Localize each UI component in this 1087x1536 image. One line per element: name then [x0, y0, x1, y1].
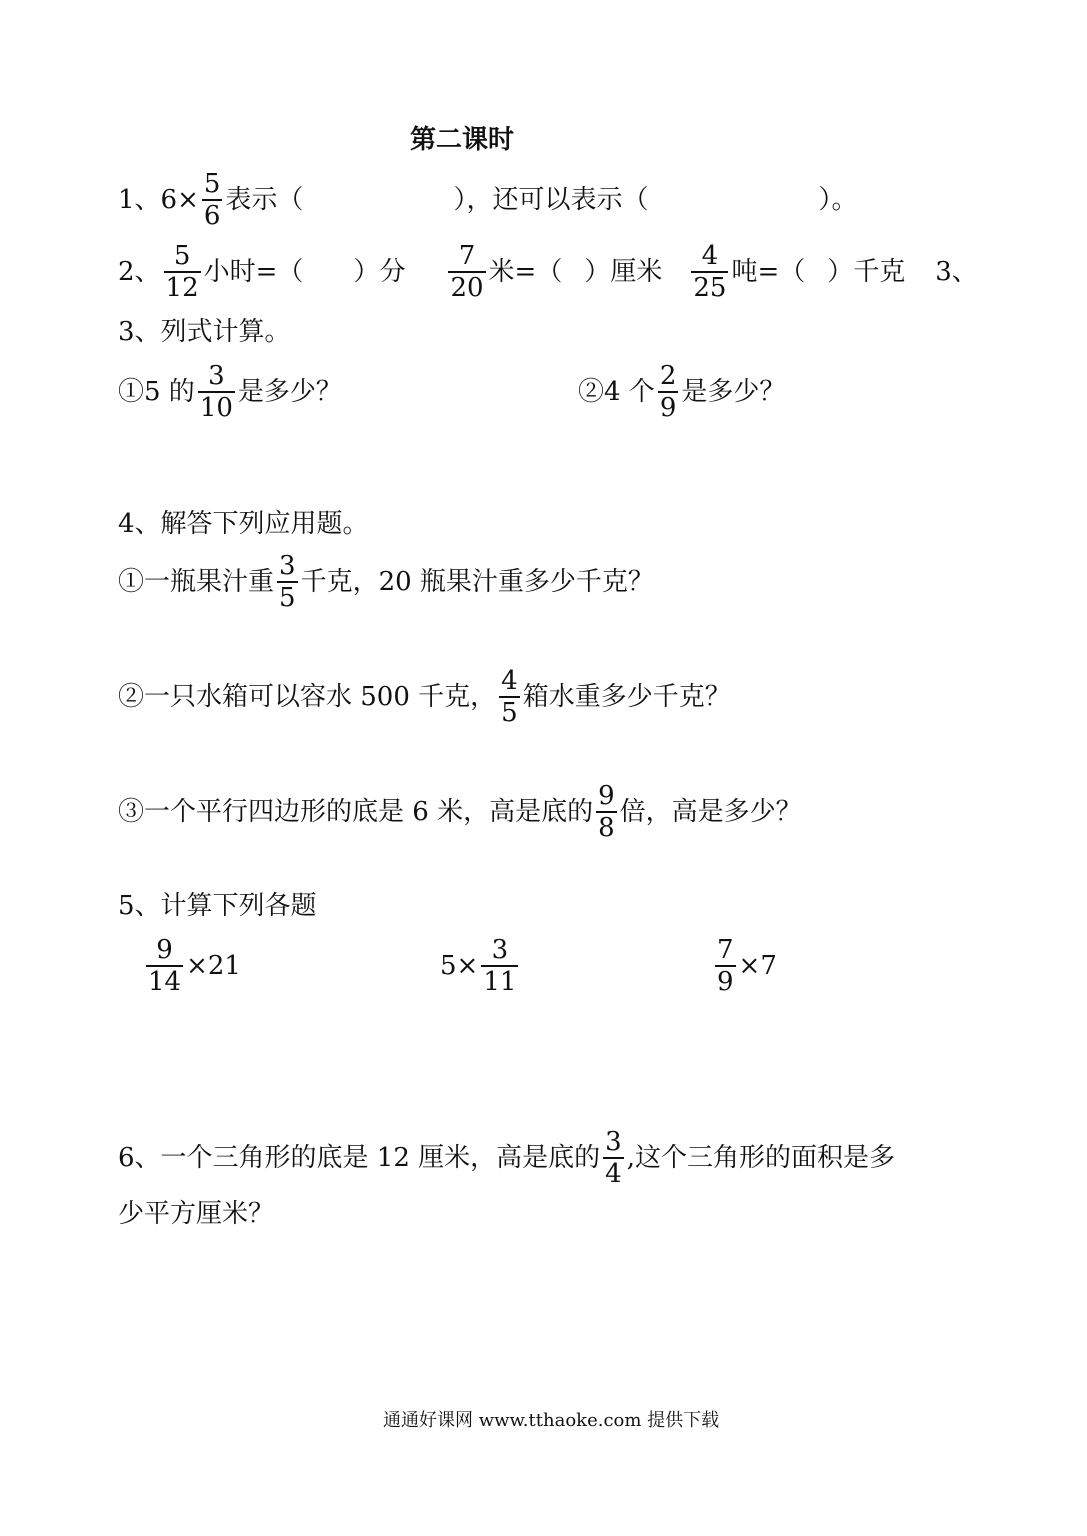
q5-e2-fraction [481, 936, 518, 996]
q4-3-prefix: ③一个平行四边形的底是 6 米，高是底的 [118, 797, 594, 827]
q3b-prefix: ②4 个 [578, 377, 655, 407]
question-3b [578, 362, 785, 422]
q4-1-prefix: ①一瓶果汁重 [118, 567, 275, 597]
q3b-fraction [658, 362, 679, 422]
q5-expression-1 [143, 936, 241, 996]
q5-e1-fraction [146, 936, 183, 996]
q3a-prefix: ①5 的 [118, 377, 195, 407]
q6-den: 4 [605, 1159, 622, 1189]
q2-f1-den: 12 [165, 273, 199, 303]
q3b-suffix: 是多少？ [681, 377, 786, 407]
q5-e3-suffix: ×7 [738, 951, 777, 981]
q2-text-3: 吨=（ [731, 257, 806, 287]
footer-credit: 通通好课网 www.tthaoke.com 提供下载 [383, 1410, 720, 1431]
q3a-suffix: 是多少？ [237, 377, 342, 407]
q6-num: 3 [605, 1127, 622, 1157]
q2-text-3b: ）千克 [827, 257, 906, 287]
question-4-1 [118, 552, 654, 612]
q5-e3-den: 9 [717, 967, 734, 997]
q3b-num: 2 [659, 361, 677, 391]
q2-text-2b: ）厘米 [584, 257, 663, 287]
question-2 [118, 242, 978, 302]
q2-f3-den: 25 [693, 273, 727, 303]
q6-fraction [603, 1128, 624, 1188]
question-6 [118, 1128, 895, 1188]
q4-3-suffix: 倍，高是多少？ [619, 797, 802, 827]
q1-frac-den: 6 [203, 201, 221, 231]
q4-1-fraction [277, 552, 298, 612]
q4-1-num: 3 [279, 551, 296, 581]
q2-text-1b: ）分 [353, 257, 406, 287]
question-4-heading: 4、解答下列应用题。 [118, 509, 369, 539]
q4-2-prefix: ②一只水箱可以容水 500 千克， [118, 682, 497, 712]
q5-e1-suffix: ×21 [186, 951, 241, 981]
question-4-2 [118, 667, 731, 727]
q1-frac-num: 5 [203, 169, 221, 199]
q4-2-num: 4 [501, 666, 518, 696]
q5-e1-den: 14 [148, 967, 182, 997]
q3a-num: 3 [208, 361, 225, 391]
question-5-heading: 5、计算下列各题 [118, 891, 317, 921]
q2-text-2: 米=（ [488, 257, 563, 287]
q2-fraction-2 [448, 242, 485, 302]
q1-text3: ）。 [818, 185, 858, 215]
q2-f2-num: 7 [458, 241, 476, 271]
question-4-3 [118, 782, 802, 842]
q3b-den: 9 [659, 393, 677, 423]
q5-e2-den: 11 [483, 967, 517, 997]
q2-f3-num: 4 [701, 241, 719, 271]
q4-1-den: 5 [279, 583, 296, 613]
q2-fraction-3 [691, 242, 728, 302]
q3a-den: 10 [199, 393, 233, 423]
question-3-heading: 3、列式计算。 [118, 317, 291, 347]
q4-2-fraction [499, 667, 520, 727]
q1-fraction [202, 170, 223, 230]
q2-text-1: 小时=（ [203, 257, 304, 287]
question-6-line-2: 少平方厘米？ [118, 1199, 275, 1229]
q4-2-den: 5 [501, 698, 518, 728]
q2-tail: 3、 [935, 257, 978, 287]
q2-f2-den: 20 [450, 273, 484, 303]
q4-3-num: 9 [598, 781, 615, 811]
question-1 [118, 170, 857, 230]
q4-3-fraction [596, 782, 617, 842]
q5-expression-2 [440, 936, 521, 996]
q5-e2-num: 3 [491, 935, 509, 965]
q6-suffix: ,这个三角形的面积是多 [626, 1143, 895, 1173]
q5-e3-num: 7 [717, 935, 734, 965]
q4-3-den: 8 [598, 813, 615, 843]
q5-expression-3 [712, 936, 777, 996]
q3a-fraction [198, 362, 235, 422]
q1-text1: 表示（ [225, 185, 304, 215]
q1-text2: ），还可以表示（ [453, 185, 649, 215]
q2-f1-num: 5 [173, 241, 191, 271]
q1-prefix: 1、6× [118, 185, 199, 215]
q4-1-suffix: 千克，20 瓶果汁重多少千克？ [300, 567, 654, 597]
q2-prefix: 2、 [118, 257, 161, 287]
q5-e1-num: 9 [156, 935, 173, 965]
q2-fraction-1 [164, 242, 201, 302]
q5-e2-prefix: 5× [440, 951, 479, 981]
page-title: 第二课时 [410, 125, 515, 155]
q4-2-suffix: 箱水重多少千克？ [522, 682, 731, 712]
q5-e3-fraction [715, 936, 736, 996]
q6-prefix: 6、一个三角形的底是 12 厘米，高是底的 [118, 1143, 601, 1173]
question-3a [118, 362, 342, 422]
